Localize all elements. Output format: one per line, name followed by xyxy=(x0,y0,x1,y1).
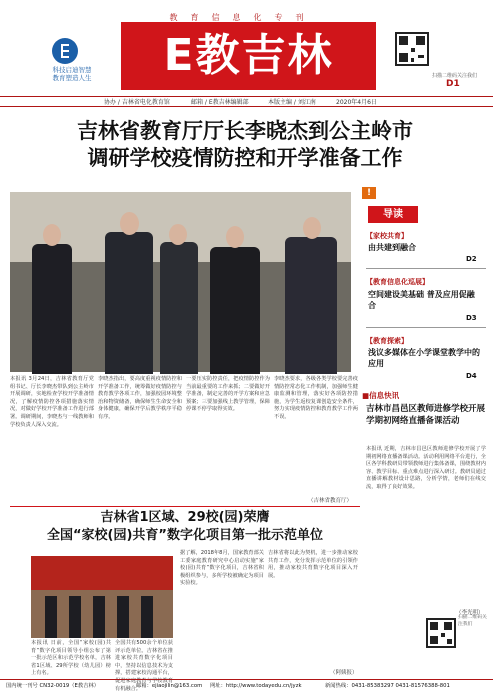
sidebar-section-3: 【教育探索】 xyxy=(366,337,408,345)
news-body: 本报讯 近期，吉林市昌邑区教师进修学校开展了学期初网络直播备课活动。活动利用网络平台进行，全区各学科教研员带领教师进行集体备课，围绕教材内容、教学目标、重点难点进行深入研讨。教研员通过直播讲解教材设计思路，分析学情，老师们在线交流，取得了良好效果。 xyxy=(366,446,486,490)
footer-tel: 新闻热线：0431-85383297 0431-81576388-801 xyxy=(325,683,450,689)
slogan-line-1: 科技启迪智慧 xyxy=(52,66,92,74)
second-byline: （阿姨报） xyxy=(330,670,358,676)
divider xyxy=(366,268,486,269)
sidebar-section-2: 【教育信息化巡展】 xyxy=(366,278,429,286)
masthead-title: E教吉林 xyxy=(163,30,334,81)
sidebar-page-3: D4 xyxy=(466,372,477,380)
lead-col-3: 一要压实防控责任，把疫情防控作为当前最重要的工作来抓；二要做好开学准备，制定完善的开学方案和应急预案；三要加强线上教学管理，保障停课不停学取得实效。 xyxy=(186,376,270,413)
qr-note: 扫描二维码关注我们 xyxy=(458,615,487,627)
logo-slogan xyxy=(36,66,108,82)
page-number: D1 xyxy=(446,79,460,89)
news-label: ■信息快讯 xyxy=(362,391,400,400)
lead-byline: （吉林省教育厅） xyxy=(308,498,353,504)
qr-note: 扫描二维码关注我们 xyxy=(432,73,478,79)
slogan-line-2: 教育塑造人生 xyxy=(52,74,92,82)
second-col-2: 据了解，2018年8月，国家教育部关工委家庭教育研究中心启动实施“家校(园)共育”数字化项目，吉林省积极组织参与，多所学校被确定为项目实验校。 xyxy=(180,550,264,587)
sidebar-title-3[interactable]: 浅议多媒体在小学课堂教学中的应用 xyxy=(368,348,480,368)
logo-icon xyxy=(52,38,78,64)
second-headline xyxy=(10,509,360,545)
lead-headline-line-1: 吉林省教育厅厅长李晓杰到公主岭市 xyxy=(77,119,413,143)
lead-headline xyxy=(10,118,480,172)
guide-label: 导读 xyxy=(368,206,418,223)
editorial-email: 邮箱 / E教吉林编辑部 xyxy=(191,99,249,106)
qr-code-icon xyxy=(426,618,456,648)
second-col-1: 本报讯 日前，全国“家校(园)共育”数字化项目领导小组公布了第一批示范区和示范学校名单，吉林省1区域、29所学校（幼儿园）榜上有名。 xyxy=(31,640,111,677)
series-title: 教育信息化专刊 xyxy=(169,13,317,22)
lead-col-4: 李晓杰要求，各级各类学校要完善疫情防控常态化工作机制，加强师生健康监测和管理，落实好各项防控措施，为学生返校复课创造安全条件，努力实现疫情防控和教育教学工作两不误。 xyxy=(274,376,358,420)
chief-editor: 本版主编 / 刘江南 xyxy=(268,99,316,106)
divider xyxy=(366,327,486,328)
footer-cn: 国内统一刊号 CN32-0019（E教吉林） xyxy=(6,683,100,689)
sidebar-title-2[interactable]: 空间建设美基础 普及应用促融合 xyxy=(368,290,475,310)
footer xyxy=(0,679,493,691)
info-bar xyxy=(0,96,493,107)
footer-email: 邮箱：ejiaojilin@163.com xyxy=(136,683,203,689)
second-headline-line-1: 吉林省1区域、29校(园)荣膺 xyxy=(100,510,270,525)
second-col-1b: 全国共有500余个单位获评示范单位。吉林省在推进家校共育数字化项目中，坚持以信息技术为支撑，搭建家校沟通平台，促进家庭教育与学校教育有机融合。 xyxy=(115,640,173,692)
second-col-3: 吉林省将以此为契机，进一步推动家校共育工作，充分发挥示范单位的引领作用，推动家校共育数字化项目深入开展。 xyxy=(268,550,358,579)
lead-col-1: 本报讯 3月24日，吉林省教育厅党组书记、厅长李晓杰带队到公主岭市开展调研，实地检查学校开学准备情况，了解疫情防控各项措施落实情况，对做好学校开学准备工作进行部署。调研期间，李晓杰与一线教师和学校负责人深入交流。 xyxy=(10,376,94,428)
award-photo xyxy=(31,556,173,638)
lead-col-2: 李晓杰指出，要高度重视疫情防控和开学准备工作，统筹做好疫情防控与教育教学各项工作，加强校园环境整治和物资储备，确保师生生命安全和身体健康，确保开学后教学秩序平稳有序。 xyxy=(98,376,182,420)
issue-date: 2020年4月6日 xyxy=(336,99,377,106)
sidebar-page-2: D3 xyxy=(466,314,477,322)
news-byline: （李光明） xyxy=(456,610,484,616)
sponsor: 协办 / 吉林省电化教育馆 xyxy=(104,99,170,106)
qr-code-icon xyxy=(395,32,429,66)
lead-headline-line-2: 调研学校疫情防控和开学准备工作 xyxy=(87,146,403,170)
footer-web: 网址：http://www.todayedu.cn/jyzk xyxy=(210,683,302,689)
news-title[interactable]: 吉林市昌邑区教师进修学校开展学期初网络直播备课活动 xyxy=(366,404,486,426)
sidebar-section-1: 【家校共育】 xyxy=(366,232,408,240)
lead-photo xyxy=(10,192,351,372)
sidebar-title-1[interactable]: 由共建到融合 xyxy=(368,243,416,252)
section-divider xyxy=(10,506,360,507)
exclamation-icon: ! xyxy=(362,187,376,199)
sidebar-page-1: D2 xyxy=(466,255,477,263)
second-headline-line-2: 全国“家校(园)共育”数字化项目第一批示范单位 xyxy=(47,528,323,543)
